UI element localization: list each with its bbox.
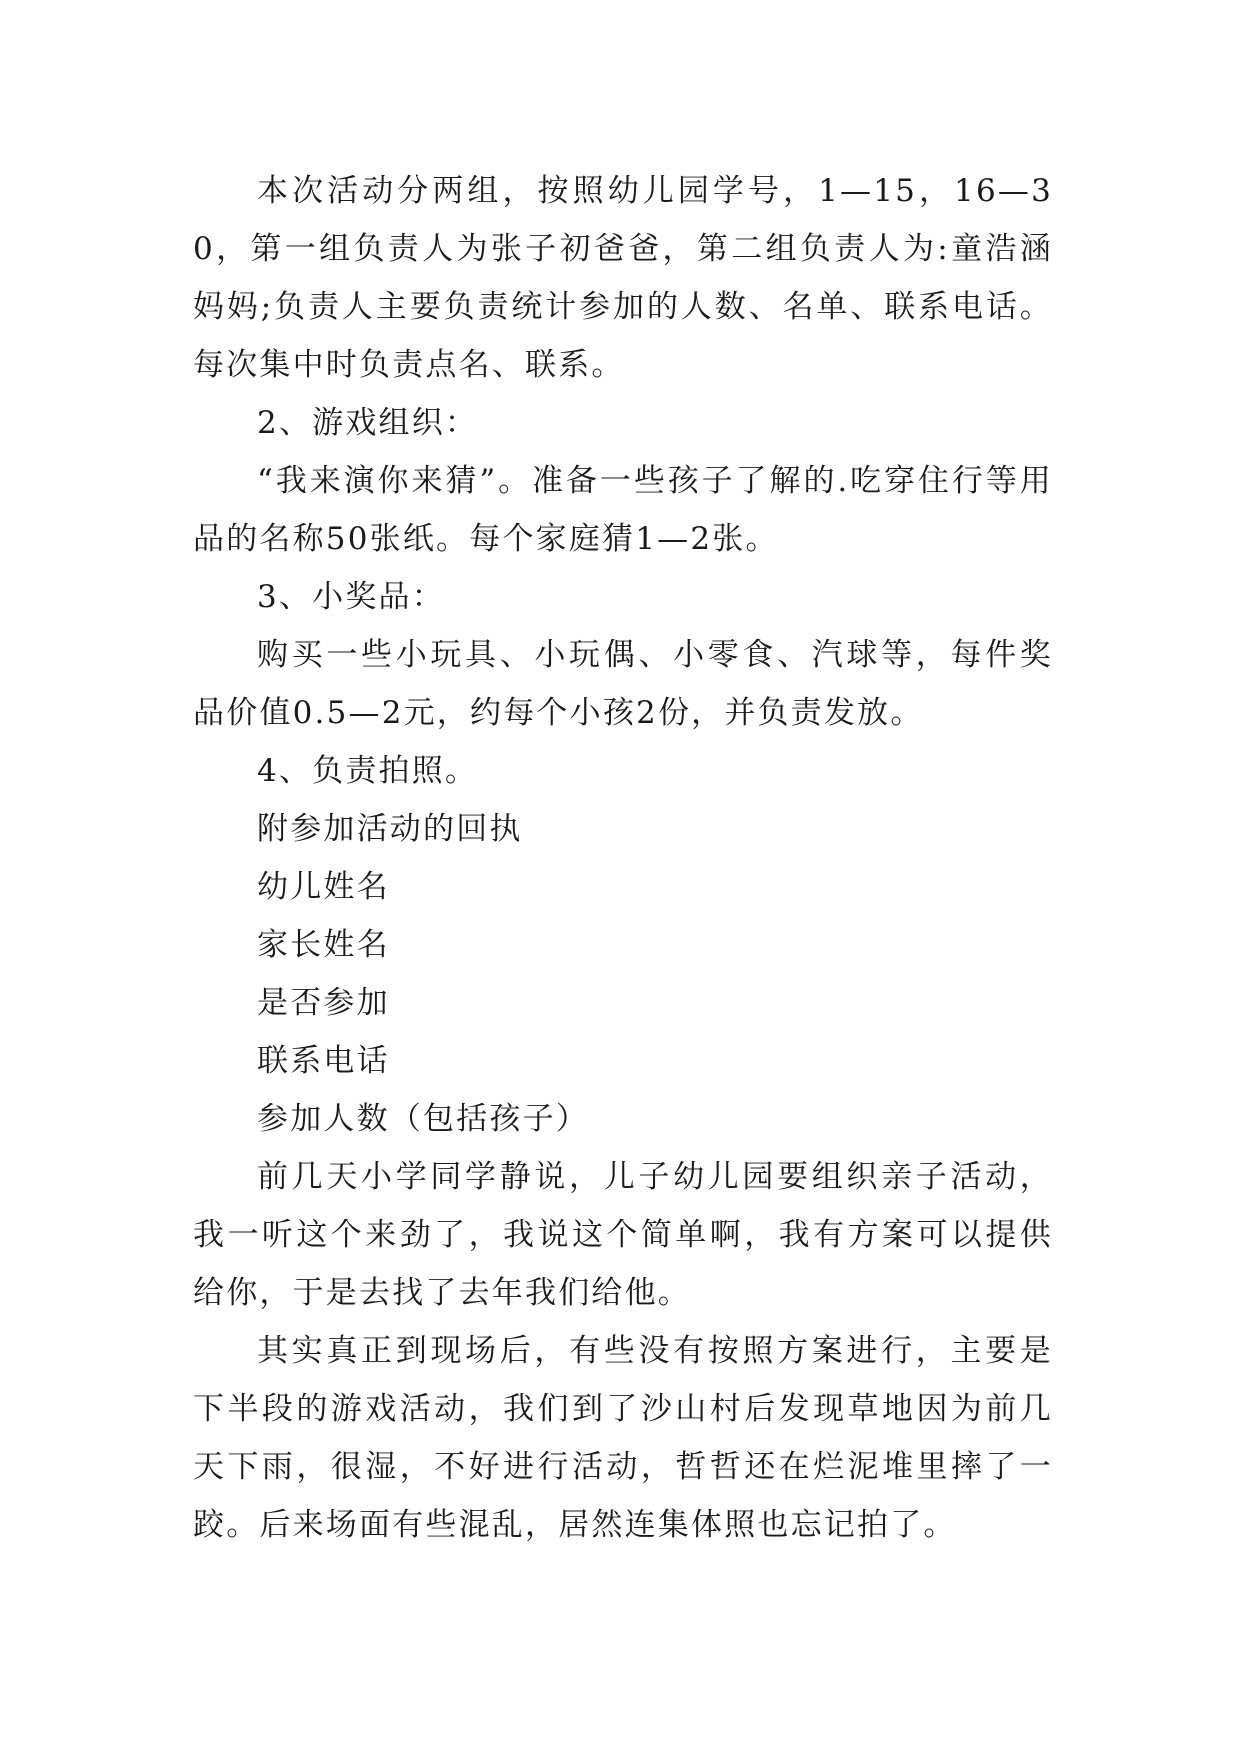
receipt-field-headcount: 参加人数（包括孩子） xyxy=(257,1101,589,1137)
receipt-field-phone: 联系电话 xyxy=(257,1043,390,1079)
paragraph-story-reflection: 其实真正到现场后，有些没有按照方案进行，主要是下半段的游戏活动，我们到了沙山村后发现草地因为前几天下雨，很湿，不好进行活动，哲哲还在烂泥堆里摔了一跤。后来场面有些混乱，居然连集体照也忘记拍了。 xyxy=(193,1333,1053,1543)
heading-game-organization: 2、游戏组织： xyxy=(257,405,479,441)
receipt-field-parent-name: 家长姓名 xyxy=(257,927,390,963)
receipt-field-attend: 是否参加 xyxy=(257,985,390,1021)
paragraph-game: “我来演你来猜”。准备一些孩子了解的.吃穿住行等用品的名称50张纸。每个家庭猜1—2张。 xyxy=(193,463,1053,557)
paragraph-story-intro: 前几天小学同学静说，儿子幼儿园要组织亲子活动，我一听这个来劲了，我说这个简单啊，我有方案可以提供给你，于是去找了去年我们给他。 xyxy=(193,1159,1053,1311)
paragraph-prizes: 购买一些小玩具、小玩偶、小零食、汽球等，每件奖品价值0.5—2元，约每个小孩2份，并负责发放。 xyxy=(193,637,1053,731)
receipt-title: 附参加活动的回执 xyxy=(257,811,523,847)
document-body xyxy=(193,162,1053,1554)
paragraph-grouping: 本次活动分两组，按照幼儿园学号，1—15，16—30，第一组负责人为张子初爸爸，第二组负责人为:童浩涵妈妈;负责人主要负责统计参加的人数、名单、联系电话。每次集中时负责点名、联系。 xyxy=(193,173,1053,383)
receipt-field-child-name: 幼儿姓名 xyxy=(257,869,390,905)
heading-prizes: 3、小奖品： xyxy=(257,579,445,615)
heading-photography: 4、负责拍照。 xyxy=(257,753,479,789)
